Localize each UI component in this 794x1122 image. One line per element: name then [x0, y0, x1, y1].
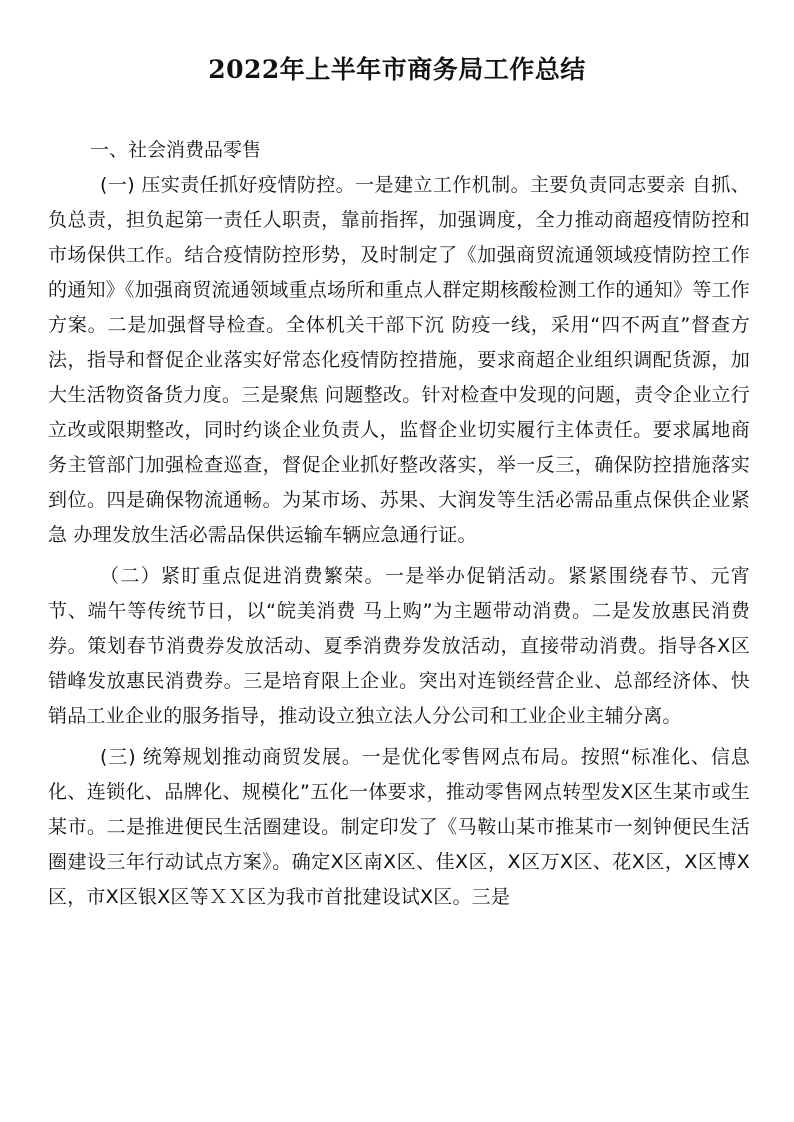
- document-title: 2022年上半年市商务局工作总结: [208, 55, 586, 84]
- document-body: [48, 132, 750, 921]
- paragraph-epidemic-control: (一) 压实责任抓好疫情防控。一是建立工作机制。主要负责同志要亲 自抓、负总责，担负起第一责任人职责，靠前指挥，加强调度，全力推动商超疫情防控和市场保供工作。结合疫情防控形势，及时制定了《加强商贸流通领域疫情防控工作的通知》《加强商贸流通领域重点场所和重点人群定期核酸检测工作的通知》等工作方案。二是加强督导检查。全体机关干部下沉 防疫一线，采用“四不两直”督查方法，指导和督促企业落实好常态化疫情防控措施，要求商超企业组织调配货源，加大生活物资备货力度。三是聚焦 问题整改。针对检查中发现的问题，责令企业立行立改或限期整改，同时约谈企业负责人，监督企业切实履行主体责任。要求属地商务主管部门加强检查巡查，督促企业抓好整改落实，举一反三，确保防控措施落实到位。四是确保物流通畅。为某市场、苏果、大润发等生活必需品重点保供企业紧急 办理发放生活必需品保供运输车辆应急通行证。: [48, 174, 750, 546]
- paragraph-commerce-planning: (三) 统筹规划推动商贸发展。一是优化零售网点布局。按照“标准化、信息化、连锁化、品牌化、规模化”五化一体要求，推动零售网点转型发X区生某市或生某市。二是推进便民生活圈建设。制定印发了《马鞍山某市推某市一刻钟便民生活圈建设三年行动试点方案》。确定X区南X区、佳X区，X区万X区、花X区，X区博X区，市X区银X区等ＸＸ区为我市首批建设试X区。三是: [48, 746, 750, 908]
- section-heading: 一、社会消费品零售: [90, 139, 262, 161]
- paragraph-consumption-boost: （二）紧盯重点促进消费繁荣。一是举办促销活动。紧紧围绕春节、元宵节、端午等传统节日，以“皖美消费 马上购”为主题带动消费。二是发放惠民消费券。策划春节消费券发放活动、夏季消费券发放活动，直接带动消费。指导各X区错峰发放惠民消费券。三是培育限上企业。突出对连锁经营企业、总部经济体、快销品工业企业的服务指导，推动设立独立法人分公司和工业企业主辅分离。: [48, 565, 750, 727]
